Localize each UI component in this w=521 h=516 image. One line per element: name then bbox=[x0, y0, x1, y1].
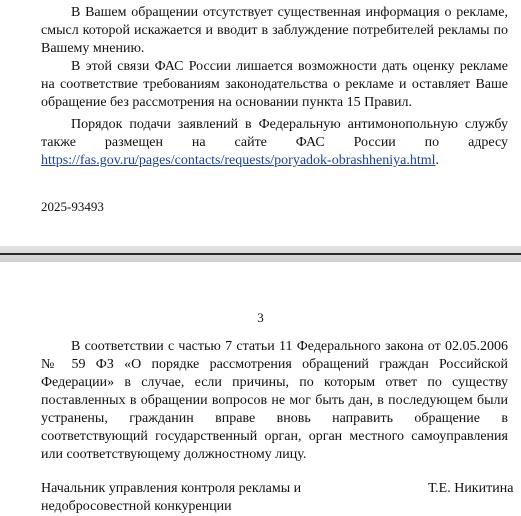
submission-order-text: Порядок подачи заявлений в Федеральную антимонопольную службу также размещен на сайте ФАС России по адресу bbox=[41, 117, 508, 150]
document-page-top bbox=[0, 0, 521, 246]
signatory-title-line1: Начальник управления контроля рекламы и bbox=[41, 481, 302, 496]
signatory-name: Т.Е. Никитина bbox=[428, 481, 514, 496]
document-number: 2025-93493 bbox=[41, 199, 104, 214]
paragraph-submission-order bbox=[41, 116, 508, 170]
signatory-title-line2: недобросовестной конкуренции bbox=[41, 499, 232, 514]
paragraph-resubmission-right: В соответствии с частью 7 статьи 11 Федерального закона от 02.05.2006 № 59 ФЗ «О порядке рассмотрения обращений граждан Российской Федерации» в случае, если причины, по которым ответ по существу поставленных в обращении вопросов не мог быть дан, в последующем были устранены, гражданин вправе вновь направить обращение в соответствующий государственный орган, орган местного самоуправления или соответствующему должностному лицу. bbox=[41, 339, 508, 462]
paragraph-no-assessment: В этой связи ФАС России лишается возможности дать оценку рекламе на соответствие требованиям законодательства о рекламе и оставляет Ваше обращение без рассмотрения на основании пункта 15 Правил. bbox=[41, 59, 508, 110]
page-separator bbox=[0, 246, 521, 262]
fas-requests-link[interactable]: https://fas.gov.ru/pages/contacts/requests/poryadok-obrashheniya.html bbox=[41, 153, 436, 168]
signatory-title bbox=[41, 480, 341, 516]
submission-order-end: . bbox=[435, 153, 440, 168]
paragraph-missing-info: В Вашем обращении отсутствует существенная информация о рекламе, смысл которой искажается и вводит в заблуждение потребителей рекламы по Вашему мнению. bbox=[41, 5, 508, 56]
page-number: 3 bbox=[257, 310, 264, 325]
